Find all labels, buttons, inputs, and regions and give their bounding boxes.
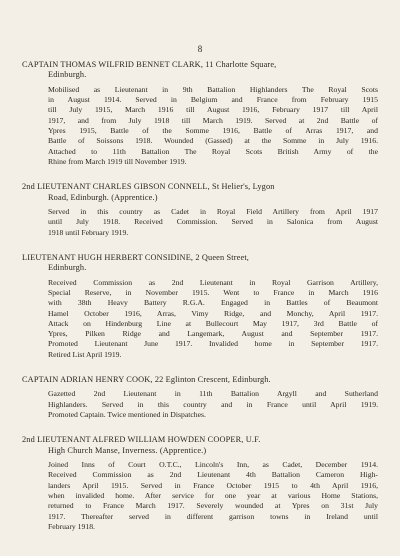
body-line: Received Commission as 2nd Lieutenant in Royal Garrison Artillery, [48, 277, 378, 287]
entry-heading-line2: Edinburgh. [48, 263, 87, 273]
entry-heading-line2: Road, Edinburgh. (Apprentice.) [48, 192, 158, 202]
body-line: Rhine from March 1919 till November 1919. [48, 156, 187, 166]
entries-list [22, 60, 378, 547]
entry-heading-line2: High Church Manse, Inverness. (Apprentice.) [48, 445, 207, 455]
entry-heading [22, 435, 378, 456]
entry-considine [22, 253, 378, 360]
entry-body [22, 460, 378, 532]
entry-heading-line1: LIEUTENANT HUGH HERBERT CONSIDINE, 2 Queen Street, [22, 252, 249, 262]
body-line: Mobilised as Lieutenant in 9th Battalion Highlanders The Royal Scots [48, 84, 378, 94]
body-line: 1917. Thereafter served in different garrison towns in Ireland until [48, 511, 378, 521]
body-line: February 1918. [48, 521, 95, 531]
entry-clark [22, 60, 378, 167]
body-line: Served in this country as Cadet in Royal Field Artillery from April 1917 [48, 207, 378, 216]
entry-heading-line1: 2nd LIEUTENANT CHARLES GIBSON CONNELL, St Helier's, Lygon [22, 182, 275, 192]
entry-heading-line2: Edinburgh. [48, 70, 87, 80]
entry-cook [22, 375, 378, 420]
body-line: Joined Inns of Court O.T.C., Lincoln's Inn, as Cadet, December 1914. [48, 460, 378, 470]
body-line: Retired List April 1919. [48, 349, 122, 359]
body-line: Attack on Hindenburg Line at Bullecourt May 1917, 3rd Battle of [48, 318, 378, 328]
body-line: until July 1918. Received Commission. Served in Salonica from August [48, 217, 378, 227]
body-line: 1917, and from July 1918 till March 1919. Served at 2nd Battle of [48, 115, 378, 125]
entry-heading [22, 253, 378, 274]
entry-connell [22, 182, 378, 238]
body-line: in August 1914. Served in Belgium and France from February 1915 [48, 95, 378, 105]
body-line: Received Commission as 2nd Lieutenant 4th Battalion Cameron High- [48, 470, 378, 480]
entry-heading-line1: 2nd LIEUTENANT ALFRED WILLIAM HOWDEN COOPER, U.F. [22, 435, 261, 445]
page-number: 8 [197, 44, 203, 54]
body-line: Ypres 1915, Battle of the Somme 1916, Battle of Arras 1917, and [48, 126, 378, 135]
body-line: Ypres, Pilken Ridge and Langemark, August and September 1917. [48, 329, 378, 339]
body-line: Attached to 11th Battalion The Royal Scots British Army of the [48, 146, 378, 156]
body-line: Special Reserve, in November 1915. Went to France in March 1916 [48, 288, 378, 297]
body-line: Battle of Soissons 1918. Wounded (Gassed) at the Somme in July 1916. [48, 136, 378, 146]
body-line: returned to France March 1917. Severely wounded at Ypres on 31st July [48, 501, 378, 511]
entry-heading-line1: CAPTAIN ADRIAN HENRY COOK, 22 Eglinton Crescent, Edinburgh. [22, 375, 271, 385]
body-line: Promoted Captain. Twice mentioned in Dispatches. [48, 410, 206, 420]
body-line: when invalided home. After service for one year at various Home Stations, [48, 491, 378, 501]
body-line: Gazetted 2nd Lieutenant in 11th Battalion Argyll and Sutherland [48, 389, 378, 399]
entry-body [22, 389, 378, 420]
body-line: Hamel October 1916, Arras, Vimy Ridge, and Monchy, April 1917. [48, 308, 378, 318]
body-line: Highlanders. Served in this country and in France until April 1919. [48, 399, 378, 409]
entry-cooper [22, 435, 378, 532]
entry-heading [22, 375, 378, 385]
body-line: Promoted Lieutenant June 1917. Invalided home in September 1917. [48, 339, 378, 349]
body-line: till July 1915, March 1916 till August 1916, February 1917 till April [48, 105, 378, 115]
entry-body [22, 85, 378, 167]
body-line: 1918 until February 1919. [48, 227, 129, 237]
entry-heading [22, 60, 378, 81]
entry-heading-line1: CAPTAIN THOMAS WILFRID BENNET CLARK, 11 Charlotte Square, [22, 60, 277, 69]
entry-body [22, 278, 378, 360]
body-line: landers April 1915. Served in France October 1915 to 4th April 1916, [48, 480, 378, 490]
entry-body [22, 207, 378, 238]
entry-heading [22, 182, 378, 203]
body-line: with 38th Heavy Battery R.G.A. Engaged in Battles of Beaumont [48, 298, 378, 308]
